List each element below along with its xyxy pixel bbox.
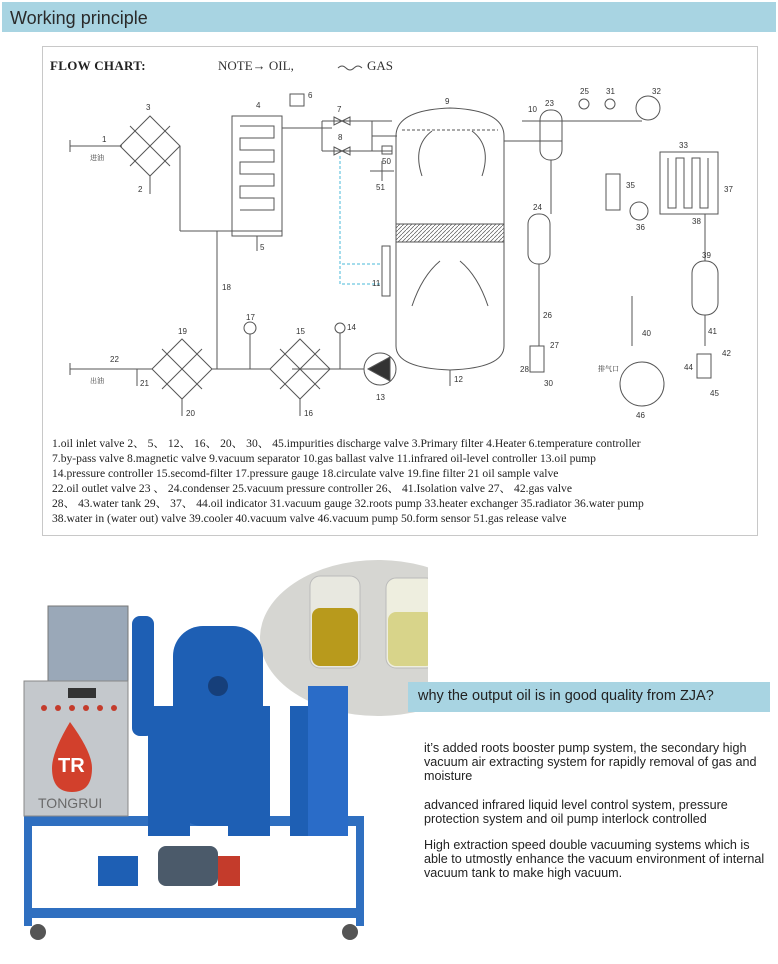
- filter-column: [148, 706, 190, 836]
- label-12: 12: [454, 375, 463, 384]
- label-22: 22: [110, 355, 119, 364]
- label-37: 37: [724, 185, 733, 194]
- feature-text: advanced infrared liquid level control system, pressure protection system and oil pump interlock controlled: [424, 798, 728, 826]
- label-3: 3: [146, 103, 151, 112]
- vacuum-pressure-controller-25: [579, 99, 589, 109]
- machine-photo: [8, 556, 428, 956]
- filter-column: [308, 686, 348, 836]
- label-9: 9: [445, 97, 450, 106]
- label-40: 40: [642, 329, 651, 338]
- legend-line: 38.water in (water out) valve 39.cooler 40.vacuum valve 46.vacuum pump 50.form sensor 51.gas release valve: [52, 512, 567, 526]
- outlet-cn-label: 出油: [90, 377, 104, 385]
- roots-pump-32: [636, 96, 660, 120]
- label-20: 20: [186, 409, 195, 418]
- water-tank-28: [530, 346, 544, 372]
- label-44: 44: [684, 363, 693, 372]
- vacuum-pump-46: [620, 362, 664, 406]
- banner-text: why the output oil is in good quality from ZJA?: [418, 688, 714, 704]
- label-45: 45: [710, 389, 719, 398]
- feature-text: High extraction speed double vacuuming systems which is able to utmostly enhance the vacuum environment of internal vacuum tank to make high vacuum.: [424, 838, 765, 880]
- water-pump-36: [630, 202, 648, 220]
- gas-symbol-icon: [338, 66, 362, 70]
- heat-exchanger-33: [660, 152, 718, 214]
- logo-text: TR: [58, 755, 85, 777]
- label-31: 31: [606, 87, 615, 96]
- label-51: 51: [376, 183, 385, 192]
- water-tank-43: [697, 354, 711, 378]
- label-13: 13: [376, 393, 385, 402]
- label-5: 5: [260, 243, 265, 252]
- legend-line: 1.oil inlet valve 2、 5、 12、 16、 20、 30、 45.impurities discharge valve 3.Primary filter 4.Heater 6.temperature controller: [52, 437, 641, 450]
- legend-line: 14.pressure controller 15.secomd-filter 17.pressure gauge 18.circulate valve 19.fine filter 21 oil sample valve: [52, 467, 559, 481]
- label-26: 26: [543, 311, 552, 320]
- gas-label: GAS: [367, 58, 394, 73]
- note-oil-label: NOTE→ OIL,: [218, 58, 294, 73]
- label-8: 8: [338, 133, 343, 142]
- label-14: 14: [347, 323, 356, 332]
- label-42: 42: [722, 349, 731, 358]
- label-30: 30: [544, 379, 553, 388]
- label-6: 6: [308, 91, 313, 100]
- label-16: 16: [304, 409, 313, 418]
- infrared-controller-11: [382, 246, 390, 296]
- exhaust-cn-label: 排气口: [598, 365, 619, 373]
- label-2: 2: [138, 185, 143, 194]
- flow-chart-title: FLOW CHART:: [50, 58, 146, 73]
- temperature-controller-6: [290, 94, 304, 106]
- label-36: 36: [636, 223, 645, 232]
- label-7: 7: [337, 105, 342, 114]
- label-38: 38: [692, 217, 701, 226]
- pressure-gauge-17: [244, 322, 256, 334]
- flow-diagram: [42, 46, 756, 436]
- label-33: 33: [679, 141, 688, 150]
- legend-line: 28、 43.water tank 29、 37、 44.oil indicator 31.vacuum gauge 32.roots pump 33.heater exchanger 35.radiator 36.water pump: [52, 497, 644, 511]
- label-10: 10: [528, 105, 537, 114]
- filter-column: [228, 706, 270, 836]
- label-1: 1: [102, 135, 107, 144]
- legend-line: 22.oil outlet valve 23 、 24.condenser 25.vacuum pressure controller 26、 41.Isolation valve 27、 42.gas valve: [52, 482, 572, 496]
- condenser-23: [540, 110, 562, 160]
- label-24: 24: [533, 203, 542, 212]
- clean-oil-bottle: [388, 612, 428, 666]
- legend-line: 7.by-pass valve 8.magnetic valve 9.vacuum separator 10.gas ballast valve 11.infrared oil-level controller 13.oil pump: [52, 452, 596, 466]
- section-header: [2, 2, 776, 32]
- label-18: 18: [222, 283, 231, 292]
- label-32: 32: [652, 87, 661, 96]
- label-35: 35: [626, 181, 635, 190]
- label-27: 27: [550, 341, 559, 350]
- radiator-35: [606, 174, 620, 210]
- label-17: 17: [246, 313, 255, 322]
- label-41: 41: [708, 327, 717, 336]
- quality-banner: [408, 682, 770, 712]
- label-25: 25: [580, 87, 589, 96]
- label-46: 46: [636, 411, 645, 420]
- legend: [52, 436, 762, 527]
- feature-text: it’s added roots booster pump system, the secondary high vacuum air extracting system for rapidly removal of gas and moisture: [424, 741, 757, 783]
- label-23: 23: [545, 99, 554, 108]
- inlet-cn-label: 进油: [90, 154, 104, 162]
- label-4: 4: [256, 101, 261, 110]
- form-sensor-50: [382, 146, 392, 154]
- label-19: 19: [178, 327, 187, 336]
- label-15: 15: [296, 327, 305, 336]
- cooler-39: [692, 261, 718, 315]
- label-50: 50: [382, 157, 391, 166]
- label-28: 28: [520, 365, 529, 374]
- condenser-24: [528, 214, 550, 264]
- label-39: 39: [702, 251, 711, 260]
- brand-text: TONGRUI: [38, 795, 103, 811]
- section-title: Working principle: [10, 8, 148, 28]
- vacuum-gauge-31: [605, 99, 615, 109]
- label-11: 11: [372, 279, 381, 288]
- dirty-oil-bottle: [312, 608, 358, 666]
- label-21: 21: [140, 379, 149, 388]
